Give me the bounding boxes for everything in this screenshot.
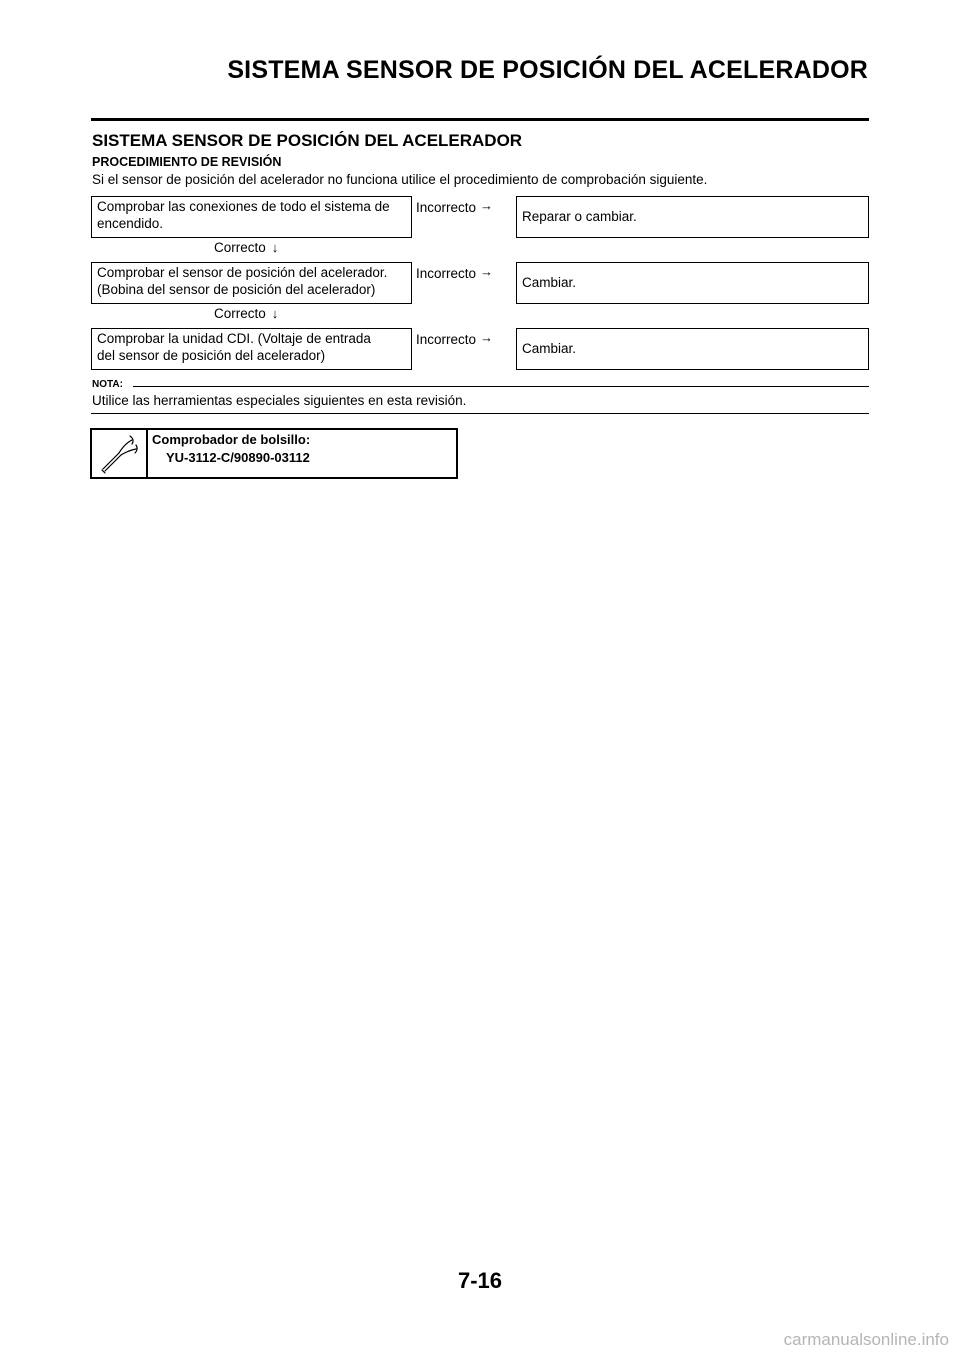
page-number: 7-16: [457, 1268, 503, 1293]
tool-icon-cell: [92, 430, 148, 477]
flow-result-box-2: Cambiar.: [516, 262, 869, 304]
arrow-right-icon: →: [480, 198, 494, 213]
flow-correct-label-2: Correcto ↓: [214, 306, 279, 321]
tool-name: Comprobador de bolsillo:: [152, 432, 311, 447]
note-bottom-rule: [91, 413, 869, 414]
tool-code: YU-3112-C/90890-03112: [166, 450, 310, 465]
flow-check-line: Comprobar el sensor de posición del acelerador.: [97, 265, 388, 280]
flow-check-box-1: [91, 196, 412, 238]
header-rule: [91, 118, 869, 121]
flow-correct-label-1: Correcto ↓: [214, 240, 279, 255]
watermark: carmanualsonline.info: [783, 1330, 949, 1349]
flow-check-line: Comprobar la unidad CDI. (Voltaje de entrada: [97, 331, 371, 346]
arrow-down-icon: ↓: [271, 240, 279, 255]
wrench-icon: [92, 430, 146, 477]
flow-check-line: Comprobar las conexiones de todo el sistema de: [97, 199, 390, 214]
flow-incorrect-label-1: Incorrecto →: [416, 198, 494, 215]
flow-incorrect-label-2: Incorrecto →: [416, 264, 494, 281]
page-header-title: SISTEMA SENSOR DE POSICIÓN DEL ACELERADOR: [227, 56, 868, 84]
flow-incorrect-label-3: Incorrecto →: [416, 330, 494, 347]
flow-check-line: (Bobina del sensor de posición del acelerador): [97, 282, 376, 297]
flow-check-box-2: [91, 262, 412, 304]
flow-check-line: del sensor de posición del acelerador): [97, 348, 326, 363]
flow-result-box-3: Cambiar.: [516, 328, 869, 370]
arrow-right-icon: →: [480, 330, 494, 345]
note-text: Utilice las herramientas especiales siguientes en esta revisión.: [92, 393, 467, 408]
note-rule: [133, 386, 869, 387]
flow-check-line: encendido.: [97, 216, 164, 231]
arrow-down-icon: ↓: [271, 306, 279, 321]
flow-result-box-1: Reparar o cambiar.: [516, 196, 869, 238]
note-label: NOTA:: [92, 379, 123, 390]
section-title: SISTEMA SENSOR DE POSICIÓN DEL ACELERADOR: [92, 131, 523, 150]
procedure-heading: PROCEDIMIENTO DE REVISIÓN: [92, 155, 282, 169]
special-tool-table: [90, 428, 458, 479]
arrow-right-icon: →: [480, 264, 494, 279]
intro-text: Si el sensor de posición del acelerador no funciona utilice el procedimiento de comprobación siguiente.: [92, 172, 708, 187]
flow-check-box-3: [91, 328, 412, 370]
